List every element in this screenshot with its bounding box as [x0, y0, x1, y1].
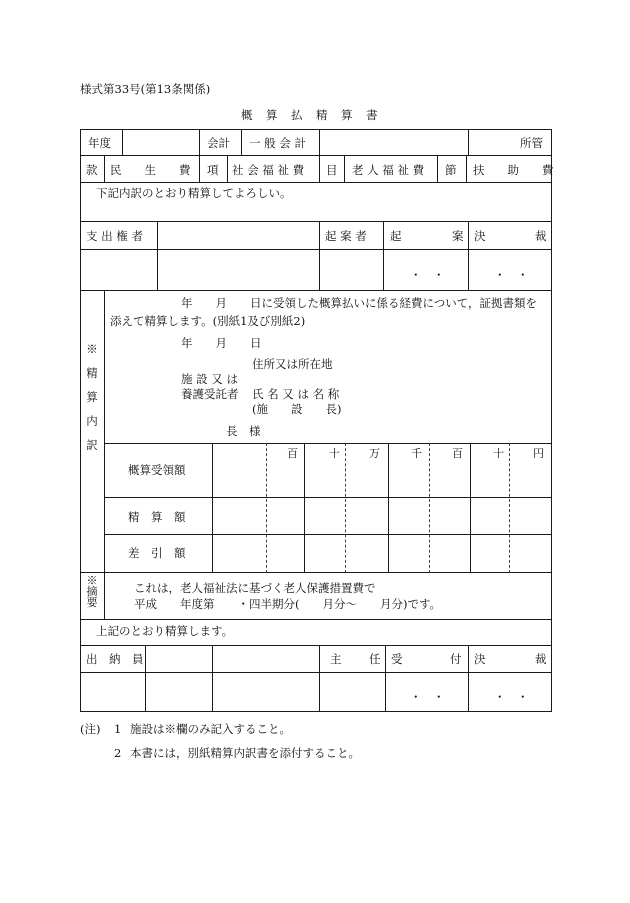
form-number: 様式第33号(第13条関係): [80, 82, 211, 96]
digit-label-ten-thousands-ten: 十: [329, 447, 340, 460]
digit-label-hundred-thousands: 百: [287, 447, 298, 460]
summary-line-2: 平成 年度第 ・四半期分( 月分～ 月分)です。: [134, 597, 442, 611]
confirm-text: 上記のとおり精算します。: [96, 624, 234, 638]
address-label: 住所又は所在地: [252, 357, 333, 371]
request-text: 下記内訳のとおり精算してよろしい。: [96, 186, 292, 200]
drafter-label: 起 案 者: [325, 229, 367, 243]
jurisdiction-label: 所管: [520, 136, 543, 150]
kou-value: 社 会 福 祉 費: [232, 163, 305, 177]
setsu-label: 節: [445, 163, 457, 177]
statement-line-1: 年 月 日に受領した概算払いに係る経費について，証拠書類を: [181, 296, 538, 310]
digit-label-tens: 十: [493, 447, 504, 460]
facility-label-1: 施 設 又 は: [181, 372, 238, 386]
decision-date-dots: ・ ・: [494, 268, 529, 282]
kan-label: 款: [86, 163, 98, 177]
addressee-label: 長 様: [226, 424, 261, 438]
note-text-2: 本書には，別紙精算内訳書を添付すること。: [130, 746, 360, 760]
digit-label-ten-thousands: 万: [369, 447, 380, 460]
chief-label-end: 任: [369, 652, 381, 666]
decision-label: 決: [474, 229, 486, 243]
cashier-decision-date-dots: ・ ・: [494, 690, 529, 704]
chief-label: 主: [330, 652, 342, 666]
note-text-1: 施設は※欄のみ記入すること。: [130, 722, 291, 736]
setsu-value: 扶 助 費: [473, 163, 554, 177]
digit-label-thousands: 千: [411, 447, 422, 460]
note-number-2: 2: [114, 746, 122, 760]
page-title: 概 算 払 精 算 書: [241, 108, 379, 122]
receive-date-dots: ・ ・: [410, 690, 445, 704]
settlement-amount-label: 精 算 額: [128, 510, 186, 524]
digit-label-yen: 円: [533, 447, 544, 460]
receive-label: 受: [391, 652, 403, 666]
draft-label: 起: [390, 229, 402, 243]
moku-label: 目: [326, 163, 338, 177]
draft-label-end: 案: [452, 229, 464, 243]
statement-line-2: 添えて精算します。(別紙1及び別紙2): [110, 314, 306, 328]
cashier-decision-label-end: 裁: [535, 652, 547, 666]
expenditure-officer-label: 支 出 権 者: [86, 229, 143, 243]
account-value: 一 般 会 計: [249, 136, 306, 150]
decision-label-end: 裁: [535, 229, 547, 243]
kan-value: 民 生 費: [110, 163, 191, 177]
cashier-decision-label: 決: [474, 652, 486, 666]
name-label: 氏 名 又 は 名 称: [252, 387, 340, 401]
difference-amount-label: 差 引 額: [128, 546, 186, 560]
fiscal-year-label: 年度: [88, 136, 111, 150]
summary-line-1: これは，老人福祉法に基づく老人保護措置費で: [134, 581, 376, 595]
draft-date-dots: ・ ・: [410, 268, 445, 282]
advance-received-label: 概算受領額: [128, 463, 186, 477]
account-label: 会計: [207, 136, 230, 150]
notes-prefix: (注): [80, 722, 101, 736]
breakdown-side-label: ※精算内訳: [86, 342, 98, 452]
date-line: 年 月 日: [181, 336, 262, 350]
moku-value: 老 人 福 祉 費: [352, 163, 425, 177]
digit-label-hundreds: 百: [452, 447, 463, 460]
summary-side-label: ※摘要: [86, 574, 98, 609]
kou-label: 項: [207, 163, 219, 177]
facility-head-label: (施 設 長): [252, 402, 342, 416]
receive-label-end: 付: [450, 652, 462, 666]
facility-label-2: 養護受託者: [181, 387, 239, 401]
cashier-label: 出 納 員: [86, 652, 144, 666]
note-number-1: 1: [114, 722, 122, 736]
